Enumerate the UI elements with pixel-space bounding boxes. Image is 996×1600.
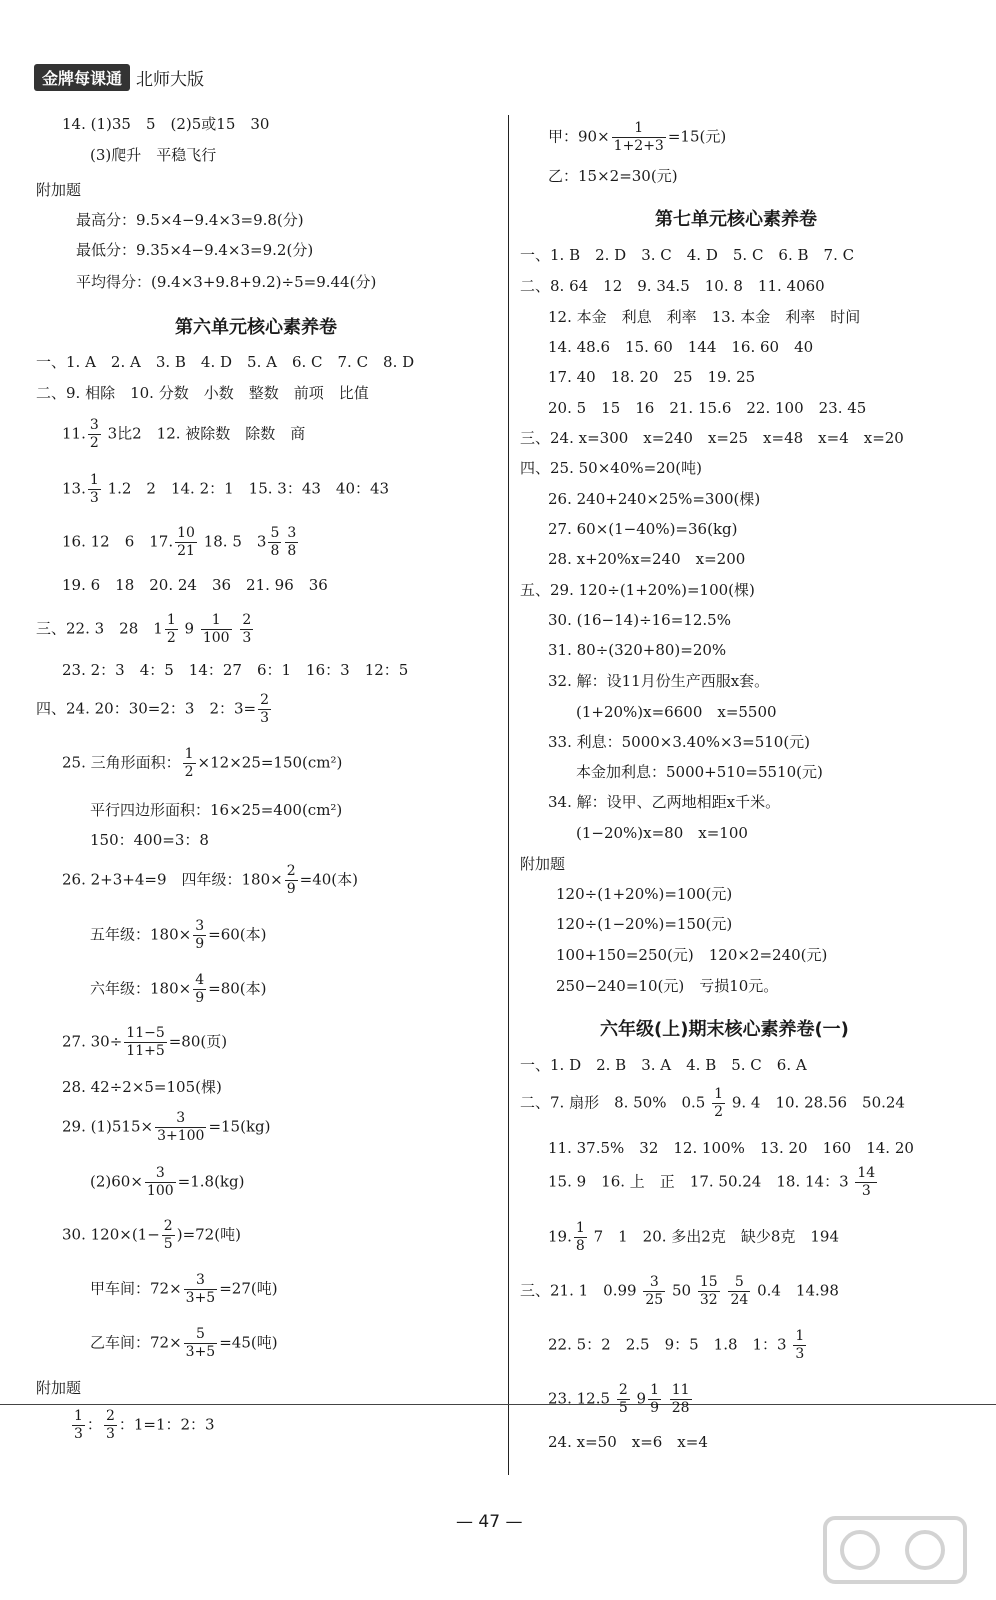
final-exam-title: 六年级(上)期末核心素养卷(一) — [600, 1019, 849, 1040]
unit7-s3: 12. 本金 利息 利率 13. 本金 利率 时间 — [548, 308, 861, 326]
fraction: $\frac{1}{100}$ — [202, 612, 230, 646]
fraction: $\frac{3}{25}$ — [645, 1274, 664, 1308]
unit7-s5: 17. 40 18. 20 25 19. 25 — [548, 368, 756, 386]
final-s1: 一、1. D 2. B 3. A 4. B 5. C 6. A — [520, 1056, 807, 1074]
final-s3: 11. 37.5% 32 12. 100% 13. 20 160 14. 20 — [548, 1139, 914, 1157]
extra-r22: 120÷(1−20%)=150(元) — [556, 915, 733, 933]
q25-line: 25. 三角形面积： $\frac{1}{2}$ ×12×25=150(cm²) — [62, 746, 343, 780]
fraction: $\frac{5}{8}$ — [270, 525, 280, 559]
watermark-logo — [820, 1510, 970, 1590]
min-score: 最低分：9.35×4−9.4×3=9.2(分) — [76, 241, 314, 259]
unit7-s19: 34. 解：设甲、乙两地相距x千米。 — [548, 793, 781, 811]
fraction: $\frac{2}{3}$ — [260, 692, 270, 726]
unit7-s16: (1+20%)x=6600 x=5500 — [576, 703, 777, 721]
q14-line1: 14. (1)35 5 (2)5或15 30 — [62, 115, 270, 133]
extra-ratio-line: $\frac{1}{3}$ ： $\frac{2}{3}$ ：1=1：2：3 — [74, 1408, 215, 1442]
q26-line: 26. 2+3+4=9 四年级：180× $\frac{2}{9}$ =40(本) — [62, 863, 358, 897]
q27-line: 27. 30÷ $\frac{11-5}{11+5}$ =80(页) — [62, 1025, 228, 1059]
q25-line2: 平行四边形面积：16×25=400(cm²) — [90, 801, 343, 819]
fraction: $\frac{3}{9}$ — [195, 918, 205, 952]
fraction: $\frac{3}{2}$ — [89, 417, 99, 451]
final-s5: 19. $\frac{1}{8}$ 7 1 20. 多出2克 缺少8克 194 — [548, 1220, 839, 1254]
fraction: $\frac{11}{28}$ — [671, 1382, 690, 1416]
fraction: $\frac{11-5}{11+5}$ — [126, 1025, 165, 1059]
q28-line: 28. 42÷2×5=105(棵) — [62, 1078, 222, 1096]
unit7-s11: 28. x+20%x=240 x=200 — [548, 550, 746, 568]
max-score: 最高分：9.5×4−9.4×3=9.8(分) — [76, 211, 304, 229]
page-number: — 47 — — [456, 1512, 523, 1532]
fraction: $\frac{5}{24}$ — [730, 1274, 749, 1308]
unit6-title: 第六单元核心素养卷 — [175, 317, 337, 338]
q26-line3: 六年级：180× $\frac{4}{9}$ =80(本) — [90, 972, 267, 1006]
fraction: $\frac{4}{9}$ — [195, 972, 205, 1006]
final-s8: 23. 12.5 $\frac{2}{5}$ 9 $\frac{1}{9}$ $\frac{11}{28}$ — [548, 1382, 690, 1416]
q30-line: 30. 120×(1− $\frac{2}{5}$ )=72(吨) — [62, 1218, 241, 1252]
fraction: $\frac{3}{3+5}$ — [185, 1272, 216, 1306]
jia-line: 甲：90× $\frac{1}{1+2+3}$ =15(元) — [548, 120, 727, 154]
extra-heading: 附加题 — [36, 181, 82, 199]
fraction: $\frac{1}{2}$ — [166, 612, 176, 646]
fraction: $\frac{1}{9}$ — [650, 1382, 659, 1416]
final-s6: 三、21. 1 0.99 $\frac{3}{25}$ 50 $\frac{15}{32}$ $\frac{5}{24}$ 0.4 14.98 — [520, 1274, 839, 1308]
unit7-s7: 三、24. x=300 x=240 x=25 x=48 x=4 x=20 — [520, 429, 904, 447]
fraction: $\frac{1}{2}$ — [184, 746, 194, 780]
fraction: $\frac{1}{1+2+3}$ — [613, 120, 664, 154]
fraction: $\frac{3}{3+100}$ — [157, 1110, 205, 1144]
unit6-section1: 一、1. A 2. A 3. B 4. D 5. A 6. C 7. C 8. D — [36, 353, 415, 371]
extra-r21: 120÷(1+20%)=100(元) — [556, 885, 733, 903]
fraction: $\frac{14}{3}$ — [857, 1165, 876, 1199]
unit7-s8: 四、25. 50×40%=20(吨) — [520, 459, 702, 477]
unit7-s13: 30. (16−14)÷16=12.5% — [548, 611, 731, 629]
bottom-divider — [0, 1404, 996, 1405]
column-divider — [508, 115, 509, 1475]
q25-line3: 150：400=3：8 — [90, 831, 209, 849]
unit7-s20: (1−20%)x=80 x=100 — [576, 824, 748, 842]
yi-line: 乙：15×2=30(元) — [548, 167, 678, 185]
unit7-s1: 一、1. B 2. D 3. C 4. D 5. C 6. B 7. C — [520, 246, 855, 264]
extra-r24: 250−240=10(元) 亏损10元。 — [556, 977, 779, 995]
fraction: $\frac{5}{3+5}$ — [185, 1326, 216, 1360]
fraction: $\frac{1}{3}$ — [795, 1328, 805, 1362]
q22-line: 三、22. 3 28 1 $\frac{1}{2}$ 9 $\frac{1}{100}$ $\frac{2}{3}$ — [36, 612, 252, 646]
unit6-section2: 二、9. 相除 10. 分数 小数 整数 前项 比值 — [36, 384, 369, 402]
unit7-title: 第七单元核心素养卷 — [655, 209, 817, 230]
q14-line2: (3)爬升 平稳飞行 — [90, 146, 217, 164]
extra-heading-3: 附加题 — [520, 855, 566, 873]
unit7-s2: 二、8. 64 12 9. 34.5 10. 8 11. 4060 — [520, 277, 825, 295]
fraction: $\frac{2}{3}$ — [242, 612, 252, 646]
fraction: $\frac{3}{100}$ — [146, 1165, 174, 1199]
fraction: $\frac{1}{8}$ — [575, 1220, 585, 1254]
q23-line: 23. 2：3 4：5 14：27 6：1 16：3 12：5 — [62, 661, 409, 679]
extra-r23: 100+150=250(元) 120×2=240(元) — [556, 946, 828, 964]
final-s7: 22. 5：2 2.5 9：5 1.8 1：3 $\frac{1}{3}$ — [548, 1328, 805, 1362]
unit7-s14: 31. 80÷(320+80)=20% — [548, 641, 727, 659]
unit7-s18: 本金加利息：5000+510=5510(元) — [576, 763, 823, 781]
unit7-s12: 五、29. 120÷(1+20%)=100(棵) — [520, 581, 755, 599]
q24-line: 四、24. 20：30=2：3 2：3= $\frac{2}{3}$ — [36, 692, 270, 726]
q19-line: 19. 6 18 20. 24 36 21. 96 36 — [62, 576, 328, 594]
fraction: $\frac{15}{32}$ — [699, 1274, 718, 1308]
brand-label: 金牌每课通 — [34, 64, 130, 91]
unit7-s4: 14. 48.6 15. 60 144 16. 60 40 — [548, 338, 814, 356]
q30-line3: 乙车间：72× $\frac{5}{3+5}$ =45(吨) — [90, 1326, 278, 1360]
q30-line2: 甲车间：72× $\frac{3}{3+5}$ =27(吨) — [90, 1272, 278, 1306]
q29-line: 29. (1)515× $\frac{3}{3+100}$ =15(kg) — [62, 1110, 271, 1144]
unit7-s9: 26. 240+240×25%=300(棵) — [548, 490, 761, 508]
fraction: $\frac{1}{3}$ — [74, 1408, 83, 1442]
unit7-s17: 33. 利息：5000×3.40%×3=510(元) — [548, 733, 811, 751]
final-s4: 15. 9 16. 上 正 17. 50.24 18. 14：3 $\frac{14}{3}$ — [548, 1165, 876, 1199]
q29-line2: (2)60× $\frac{3}{100}$ =1.8(kg) — [90, 1165, 245, 1199]
q13-line: 13. $\frac{1}{3}$ 1.2 2 14. 2：1 15. 3：43 40：43 — [62, 472, 390, 506]
fraction: $\frac{1}{2}$ — [714, 1086, 724, 1120]
header — [34, 64, 204, 90]
fraction: $\frac{10}{21}$ — [177, 525, 195, 559]
final-s2: 二、7. 扇形 8. 50% 0.5 $\frac{1}{2}$ 9. 4 10. 28.56 50.24 — [520, 1086, 905, 1120]
unit7-s6: 20. 5 15 16 21. 15.6 22. 100 23. 45 — [548, 399, 867, 417]
fraction: $\frac{2}{3}$ — [105, 1408, 115, 1442]
q26-line2: 五年级：180× $\frac{3}{9}$ =60(本) — [90, 918, 267, 952]
final-s9: 24. x=50 x=6 x=4 — [548, 1433, 708, 1451]
fraction: $\frac{3}{8}$ — [287, 525, 297, 559]
fraction: $\frac{2}{5}$ — [163, 1218, 173, 1252]
extra-heading-2: 附加题 — [36, 1379, 82, 1397]
fraction: $\frac{1}{3}$ — [89, 472, 99, 506]
q16-line: 16. 12 6 17. $\frac{10}{21}$ 18. 5 3 $\frac{5}{8}$ $\frac{3}{8}$ — [62, 525, 297, 559]
edition-label: 北师大版 — [136, 69, 205, 90]
avg-score: 平均得分：(9.4×3+9.8+9.2)÷5=9.44(分) — [76, 273, 377, 291]
q11-line: 11. $\frac{3}{2}$ 3比2 12. 被除数 除数 商 — [62, 417, 306, 451]
fraction: $\frac{2}{5}$ — [618, 1382, 628, 1416]
unit7-s15: 32. 解：设11月份生产西服x套。 — [548, 672, 770, 690]
fraction: $\frac{2}{9}$ — [286, 863, 296, 897]
unit7-s10: 27. 60×(1−40%)=36(kg) — [548, 520, 738, 538]
